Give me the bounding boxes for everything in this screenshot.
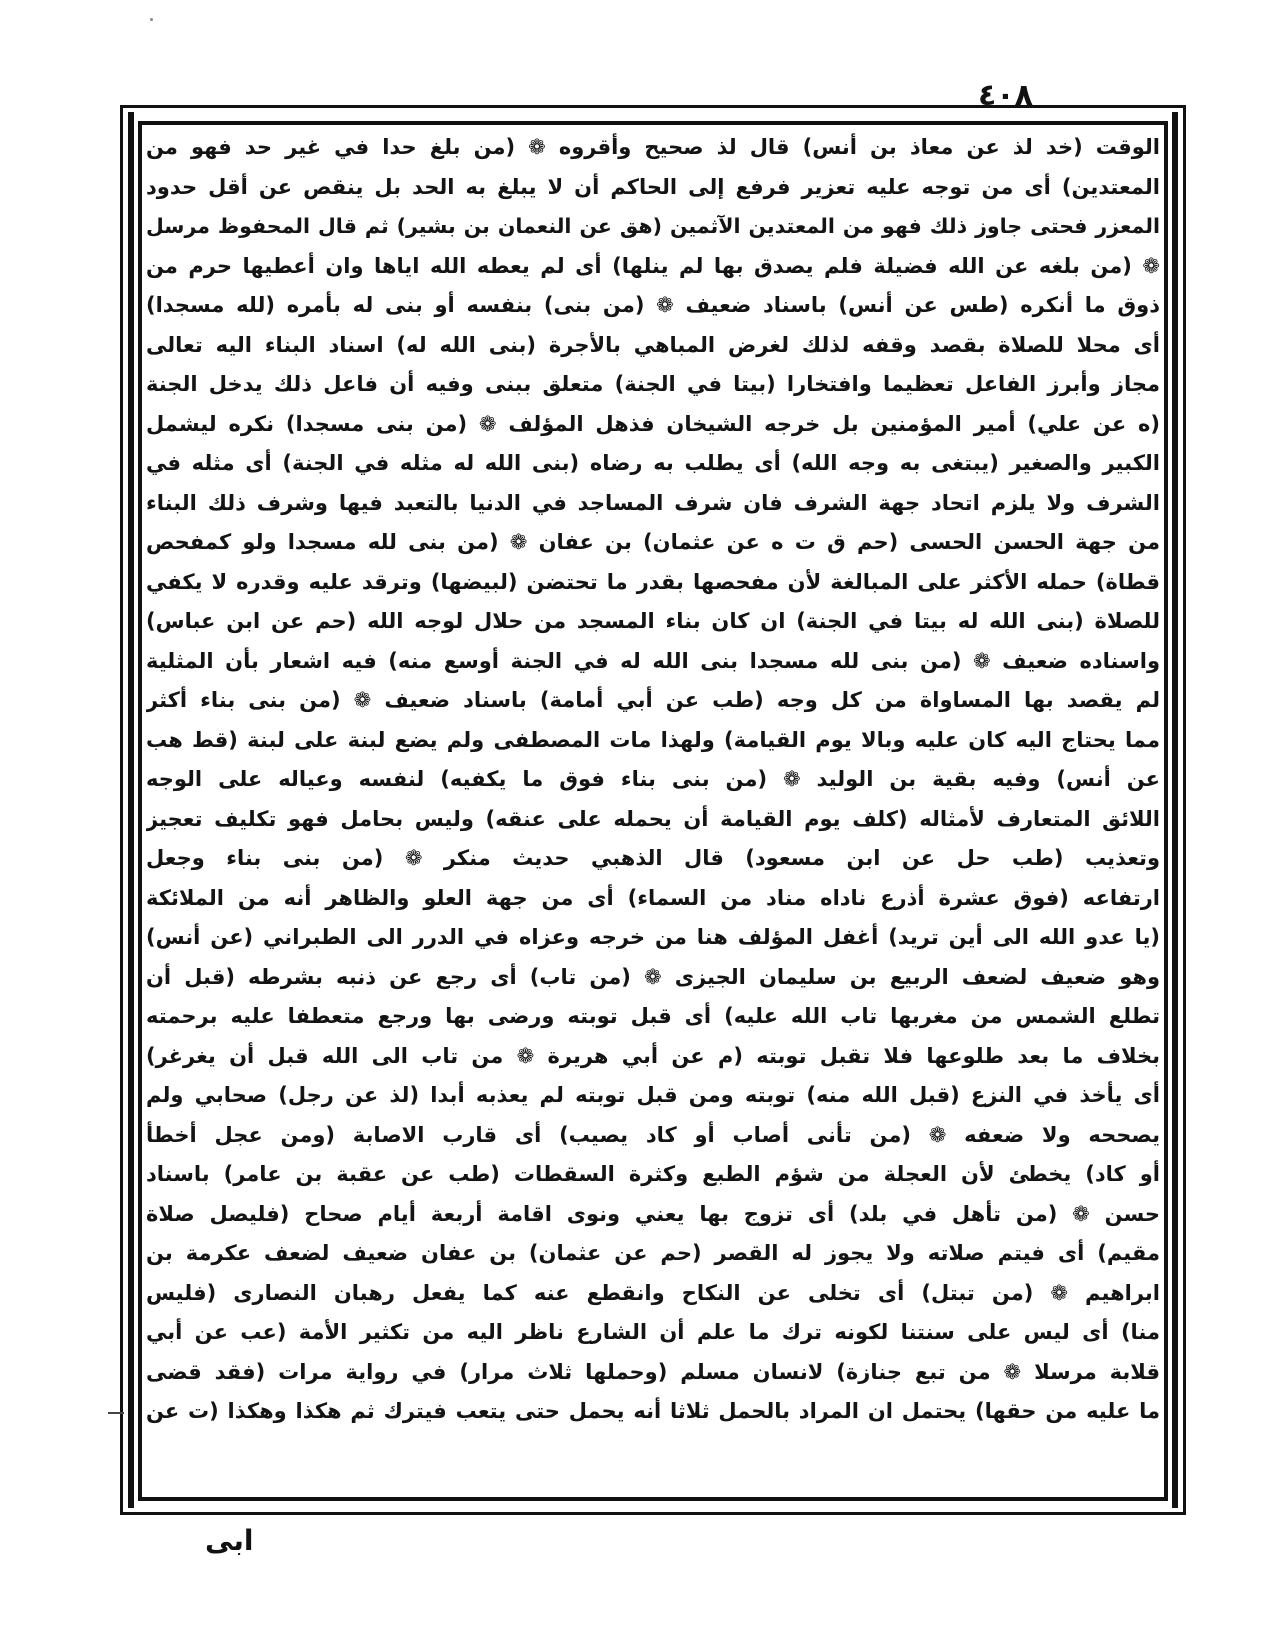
text-line: للصلاة (بنى الله له بيتا في الجنة) ان كان بناء المسجد من حلال لوجه الله (حم عن ابن عباس) (146, 609, 1160, 633)
text-line: الوقت (خد لذ عن معاذ بن أنس) قال لذ صحيح وأقروه ❁ (من بلغ حدا في غير حد فهو من (146, 135, 1160, 159)
text-line: منا) أى ليس على سنتنا لكونه ترك ما علم أن الشارع ناظر اليه من تكثير الأمة (عب عن أبي (146, 1320, 1160, 1344)
text-line: وهو ضعيف لضعف الربيع بن سليمان الجيزى ❁ (من تاب) أى رجع عن ذنبه بشرطه (قبل أن (146, 964, 1160, 989)
text-line: الكبير والصغير (يبتغى به وجه الله) أى يطلب به رضاه (بنى الله له مثله في الجنة) أى مثله في (146, 451, 1160, 475)
text-line: ابراهيم ❁ (من تبتل) أى تخلى عن النكاح وانقطع عنه كما يفعل رهبان النصارى (فليس (146, 1280, 1160, 1305)
text-line: المعتدين) أى من توجه عليه تعزير فرفع إلى الحاكم أن لا يبلغ به الحد بل ينقص عن أقل حدود (146, 174, 1160, 199)
text-line: واسناده ضعيف ❁ (من بنى لله مسجدا بنى الله له في الجنة أوسع منه) فيه اشعار بأن المثلية (146, 648, 1160, 673)
text-line: يصححه ولا ضعفه ❁ (من تأنى أصاب أو كاد يصيب) أى قارب الاصابة (ومن عجل أخطأ (146, 1122, 1160, 1147)
text-line: قلابة مرسلا ❁ من تبع جنازة) لانسان مسلم (وحملها ثلاث مرار) في رواية مرات (فقد قضى (146, 1359, 1160, 1384)
text-line: حسن ❁ (من تأهل في بلد) أى تزوج بها يعني ونوى اقامة أربعة أيام صحاح (فليصل صلاة (146, 1201, 1160, 1226)
text-line: قطاة) حمله الأكثر على المبالغة لأن مفحصها بقدر ما تحتضن (لبيضها) وترقد عليه وقدره لا يكفي (146, 569, 1160, 594)
text-line: (ه عن علي) أمير المؤمنين بل خرجه الشيخان فذهل المؤلف ❁ (من بنى مسجدا) نكره ليشمل (146, 411, 1160, 436)
text-line: وتعذيب (طب حل عن ابن مسعود) قال الذهبي حديث منكر ❁ (من بنى بناء وجعل (146, 846, 1160, 870)
text-line: بخلاف ما بعد طلوعها فلا تقبل توبته (م عن أبي هريرة ❁ من تاب الى الله قبل أن يغرغر) (146, 1043, 1160, 1068)
text-line: مما يحتاج اليه كان عليه وبالا يوم القيامة) ولهذا مات المصطفى ولم يضع لبنة على لبنة (قط هب (146, 727, 1160, 752)
text-line: ارتفاعه (فوق عشرة أذرع ناداه مناد من السماء) أى من جهة العلو والظاهر أنه من الملائكة (146, 885, 1160, 910)
text-line: (يا عدو الله الى أين تريد) أغفل المؤلف هنا من خرجه وعزاه في الدرر الى الطبراني (عن أنس) (146, 925, 1160, 949)
text-line: ما عليه من حقها) يحتمل ان المراد بالحمل ثلاثا أنه يحمل حتى يتعب فيترك ثم هكذا وهكذا (ت عن (146, 1399, 1160, 1423)
main-text-block (146, 128, 1160, 1432)
text-line: تطلع الشمس من مغربها تاب الله عليه) أى قبل توبته ورضى بها ورجع متعطفا عليه برحمته (146, 1004, 1160, 1028)
catchword: ابى (205, 1524, 254, 1557)
scan-speck (150, 18, 153, 21)
text-line: عن أنس) وفيه بقية بن الوليد ❁ (من بنى بناء فوق ما يكفيه) لنفسه وعياله على الوجه (146, 767, 1160, 791)
text-line: ذوق ما أنكره (طس عن أنس) باسناد ضعيف ❁ (من بنى) بنفسه أو بنى له بأمره (لله مسجدا) (146, 293, 1160, 317)
page-border-right-rule (1172, 112, 1178, 1508)
text-line: مقيم) أى فيتم صلاته ولا يجوز له القصر (حم عن عثمان) بن عفان ضعيف لضعف عكرمة بن (146, 1241, 1160, 1265)
page-number: ٤٠٨ (978, 78, 1033, 113)
text-line: من جهة الحسن الحسى (حم ق ت ه عن عثمان) بن عفان ❁ (من بنى لله مسجدا ولو كمفحص (146, 530, 1160, 554)
text-line: أو كاد) يخطئ لأن العجلة من شؤم الطبع وكثرة السقطات (طب عن عقبة بن عامر) باسناد (146, 1162, 1160, 1186)
text-line: الشرف ولا يلزم اتحاد جهة الشرف فان شرف المساجد في الدنيا بالتعبد فيها وشرف ذلك البناء (146, 490, 1160, 515)
text-line: اللائق المتعارف لأمثاله (كلف يوم القيامة أن يحمله على عنقه) وليس بحامل فهو تكليف تعجيز (146, 806, 1160, 831)
text-line: ❁ (من بلغه عن الله فضيلة فلم يصدق بها لم ينلها) أى لم يعطه الله اياها وان أعطيها حرم من (146, 253, 1160, 278)
text-line: مجاز وأبرز الفاعل تعظيما وافتخارا (بيتا في الجنة) متعلق ببنى وفيه أن فاعل ذلك يدخل الجنة (146, 372, 1160, 396)
margin-mark (108, 1412, 124, 1414)
text-line: أى محلا للصلاة بقصد وقفه لذلك لغرض المباهي بالأجرة (بنى الله له) اسناد البناء اليه تعالى (146, 332, 1160, 357)
text-line: المعزر فحتى جاوز ذلك فهو من المعتدين الآثمين (هق عن النعمان بن بشير) ثم قال المحفوظ مرسل (146, 214, 1160, 238)
text-line: لم يقصد بها المساواة من كل وجه (طب عن أبي أمامة) باسناد ضعيف ❁ (من بنى بناء أكثر (146, 688, 1160, 712)
page-border-left-rule (128, 112, 134, 1508)
text-line: أى يأخذ في النزع (قبل الله منه) توبته ومن قبل توبته لم يعذبه أبدا (لذ عن رجل) صحابي ولم (146, 1083, 1160, 1107)
